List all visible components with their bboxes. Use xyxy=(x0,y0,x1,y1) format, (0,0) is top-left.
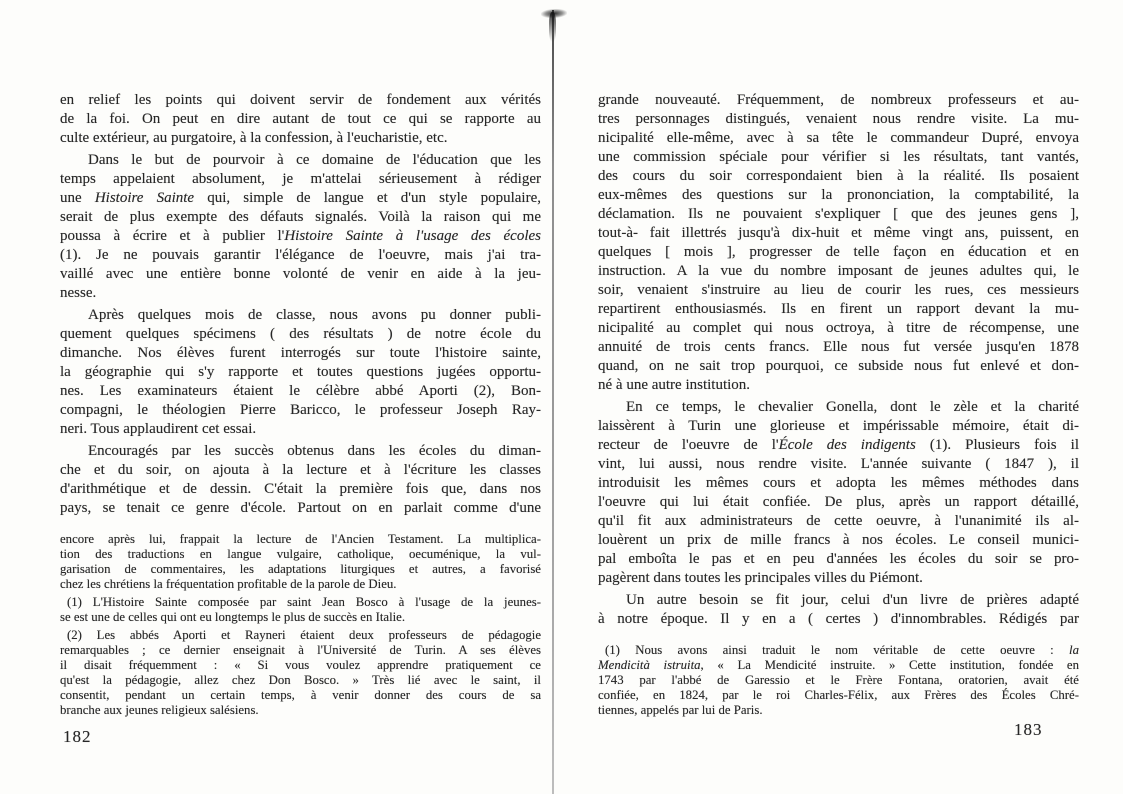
text-line: eux-mêmes des questions sur la prononciation, la comptabilité, la xyxy=(598,187,1079,203)
page-number-left: 182 xyxy=(63,727,92,746)
right-page-footnotes xyxy=(598,643,1079,718)
text-line: de la foi. On peut en dire autant de tout ce qui se rapporte au xyxy=(60,111,541,127)
text-line: branche aux jeunes religieux salésiens. xyxy=(60,703,259,717)
left-page-footnotes xyxy=(60,532,541,718)
text-line: né à une autre institution. xyxy=(598,377,751,393)
footnote xyxy=(598,643,1079,718)
text-line: pays, se tenait ce genre d'école. Partout on en parlait comme d'une xyxy=(60,500,541,516)
text-line: poussa à écrire et à publier l'Histoire Sainte à l'usage des écoles xyxy=(60,228,541,244)
text-line: vaillé avec une entière bonne volonté de venir en aide à la jeu- xyxy=(60,266,541,282)
text-line: Dans le but de pourvoir à ce domaine de l'éducation que les xyxy=(88,152,541,168)
text-line: Après quelques mois de classe, nous avons pu donner publi- xyxy=(88,307,541,323)
text-line: tout-à- fait illettrés jusqu'à dix-huit et même vingt ans, puissent, en xyxy=(598,225,1079,241)
spine-gutter-line xyxy=(552,10,554,794)
text-line: Un autre besoin se fit jour, celui d'un livre de prières adapté xyxy=(626,592,1079,608)
footnote xyxy=(60,628,541,718)
text-line: repartirent enthousiasmés. Ils en firent un rapport devant la mu- xyxy=(598,301,1079,317)
text-line: une commission spéciale pour vérifier si les résultats, tant vantés, xyxy=(598,149,1079,165)
text-line: dimanche. Nos élèves furent interrogés sur toute l'histoire sainte, xyxy=(60,345,541,361)
text-line: tiennes, appelés par lui de Paris. xyxy=(598,703,763,717)
text-line: pagèrent dans toutes les principales villes du Piémont. xyxy=(598,570,923,586)
text-line: tion des traductions en langue vulgaire, catholique, oecuménique, la vul- xyxy=(60,547,541,561)
page-number-right: 183 xyxy=(1014,720,1043,739)
text-line: déclamation. Ils ne pouvaient s'expliquer [ que des jeunes gens ], xyxy=(598,206,1079,222)
paragraph xyxy=(60,91,541,148)
right-page-body xyxy=(598,91,1079,629)
text-line: nicipalité elle-même, avec à sa tête le commandeur Dupré, envoya xyxy=(598,130,1079,146)
text-line: En ce temps, le chevalier Gonella, dont le zèle et la charité xyxy=(626,399,1079,415)
text-line: quement quelques spécimens ( des résultats ) de notre école du xyxy=(60,326,541,342)
text-line: nesse. xyxy=(60,285,97,301)
text-line: à notre époque. Il y en a ( certes ) d'innombrables. Rédigés par xyxy=(598,611,1079,627)
text-line: (1) L'Histoire Sainte composée par saint Jean Bosco à l'usage de la jeunes- xyxy=(67,595,541,609)
text-line: des cours du soir correspondaient bien à la réalité. Ils posaient xyxy=(598,168,1079,184)
text-line: louèrent un prix de mille francs à nos écoles. Le conseil munici- xyxy=(598,532,1079,548)
footnote xyxy=(60,595,541,625)
text-line: soir, venaient s'instruire au lieu de courir les rues, ces messieurs xyxy=(598,282,1079,298)
paragraph xyxy=(60,306,541,439)
text-line: introduisit les mêmes cours et adopta les mêmes méthodes dans xyxy=(598,475,1079,491)
text-line: d'arithmétique et de dessin. C'était la première fois que, dans nos xyxy=(60,481,541,497)
text-line: instruction. A la vue du nombre imposant de jeunes adultes qui, le xyxy=(598,263,1079,279)
text-line: consentit, pendant un certain temps, à venir donner des cours de sa xyxy=(60,688,541,702)
text-line: (2) Les abbés Aporti et Rayneri étaient deux professeurs de pédagogie xyxy=(67,628,541,642)
text-line: recteur de l'oeuvre de l'École des indigents (1). Plusieurs fois il xyxy=(598,437,1079,453)
right-page xyxy=(598,91,1079,718)
text-line: se est une de celles qui ont eu longtemps le plus de succès en Italie. xyxy=(60,610,406,624)
text-line: pal emboîta le pas et en peu d'années les écoles du soir se pro- xyxy=(598,551,1079,567)
text-line: nicipalité au complet qui nous octroya, à titre de récompense, une xyxy=(598,320,1079,336)
spine-top-smudge xyxy=(549,12,556,42)
text-line: l'oeuvre qui lui était confiée. De plus, après un rapport détaillé, xyxy=(598,494,1079,510)
text-line: vint, lui aussi, nous rendre visite. L'année suivante ( 1847 ), il xyxy=(598,456,1079,472)
text-line: grande nouveauté. Fréquemment, de nombreux professeurs et au- xyxy=(598,92,1079,108)
text-line: (1). Je ne pouvais garantir l'élégance de l'oeuvre, mais j'ai tra- xyxy=(60,247,541,263)
paragraph xyxy=(60,151,541,303)
paragraph xyxy=(60,442,541,518)
text-line: laissèrent à Turin une glorieuse et impérissable mémoire, était di- xyxy=(598,418,1079,434)
text-line: temps appelaient absolument, je m'attelai sérieusement à rédiger xyxy=(60,171,541,187)
paragraph xyxy=(598,591,1079,629)
text-line: tres personnages distingués, venaient nous rendre visite. La mu- xyxy=(598,111,1079,127)
text-line: culte extérieur, au purgatoire, à la confession, à l'eucharistie, etc. xyxy=(60,130,448,146)
left-page-body xyxy=(60,91,541,518)
text-line: chez les chrétiens la fréquentation profitable de la parole de Dieu. xyxy=(60,577,397,591)
text-line: en relief les points qui doivent servir de fondement aux vérités xyxy=(60,92,541,108)
text-line: annuité de trois cents francs. Elle nous fut versée jusqu'en 1878 xyxy=(598,339,1079,355)
text-line: neri. Tous applaudirent cet essai. xyxy=(60,421,257,437)
text-line: une Histoire Sainte qui, simple de langue et d'un style populaire, xyxy=(60,190,541,206)
text-line: garisation de commentaires, les adaptations liturgiques et autres, a favorisé xyxy=(60,562,541,576)
text-line: nes. Les examinateurs étaient le célèbre abbé Aporti (2), Bon- xyxy=(60,383,541,399)
paragraph xyxy=(598,398,1079,588)
text-line: confiée, en 1824, par le roi Charles-Félix, aux Frères des Écoles Chré- xyxy=(598,688,1079,702)
text-line: che et du soir, on ajouta à la lecture et à l'écriture les classes xyxy=(60,462,541,478)
text-line: Encouragés par les succès obtenus dans les écoles du diman- xyxy=(88,443,541,459)
text-line: 1743 par l'abbé de Garessio et le Frère Fontana, oratorien, avait été xyxy=(598,673,1079,687)
text-line: qu'est la pédagogie, allez chez Don Bosco. » Très lié avec le saint, il xyxy=(60,673,541,687)
left-page xyxy=(60,91,541,718)
text-line: il disait fréquemment : « Si vous voulez apprendre pratiquement ce xyxy=(60,658,541,672)
text-line: quand, on ne sait trop pourquoi, ce subside nous fut enlevé et don- xyxy=(598,358,1079,374)
text-line: Mendicità istruita, « La Mendicité instruite. » Cette institution, fondée en xyxy=(598,658,1080,672)
paragraph xyxy=(598,91,1079,395)
text-line: la géographie qui s'y rapporte et toutes questions jugées opportu- xyxy=(60,364,541,380)
text-line: qu'il fit aux administrateurs de cette oeuvre, à l'unanimité ils al- xyxy=(598,513,1079,529)
text-line: encore après lui, frappait la lecture de l'Ancien Testament. La multiplica- xyxy=(60,532,541,546)
footnote xyxy=(60,532,541,592)
text-line: remarquables ; ce dernier enseignait à l'Université de Turin. A ses élèves xyxy=(60,643,541,657)
text-line: compagni, le théologien Pierre Baricco, le professeur Joseph Ray- xyxy=(60,402,541,418)
text-line: (1) Nous avons ainsi traduit le nom véritable de cette oeuvre : la xyxy=(605,643,1079,657)
text-line: serait de plus exempte des défauts signalés. Voilà la raison qui me xyxy=(60,209,541,225)
text-line: quelques [ mois ], progresser de telle façon en éducation et en xyxy=(598,244,1079,260)
